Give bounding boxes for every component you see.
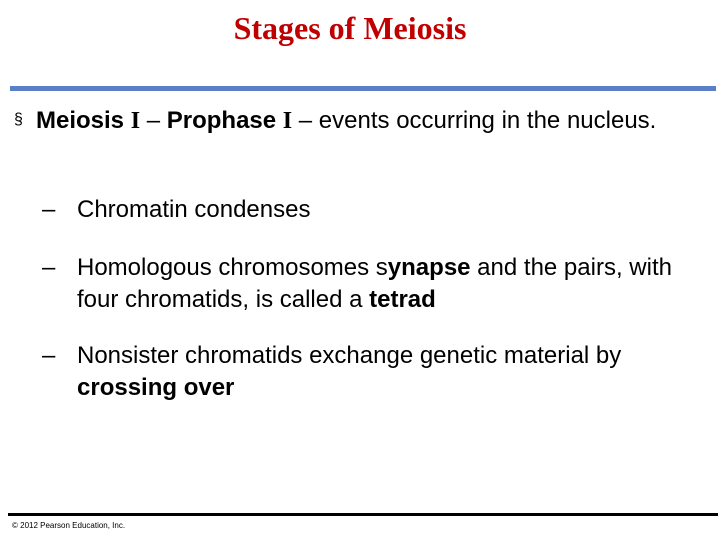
footer-divider xyxy=(8,513,718,516)
dash-separator: – xyxy=(140,107,167,134)
sub-bullet-segment: Nonsister chromatids exchange genetic material by xyxy=(77,342,622,369)
prophase-word: Prophase xyxy=(166,107,283,134)
meiosis-word: Meiosis xyxy=(36,107,131,134)
sub-bullet-segment: Chromatin condenses xyxy=(77,196,311,223)
dash-icon: – xyxy=(42,342,56,369)
copyright-footer: © 2012 Pearson Education, Inc. xyxy=(12,521,126,530)
title-divider xyxy=(10,86,716,91)
numeral-one: I xyxy=(130,108,141,134)
events-description: – events occurring in the nucleus. xyxy=(292,107,657,134)
main-bullet xyxy=(14,104,704,138)
main-bullet-text xyxy=(36,104,704,138)
meiosis-label xyxy=(36,107,140,134)
sub-bullet-text xyxy=(77,194,692,226)
slide-title: Stages of Meiosis xyxy=(233,10,467,46)
sub-bullet-synapse xyxy=(42,252,692,316)
sub-bullet-crossing-over xyxy=(42,340,692,404)
sub-bullet-segment: and the pairs, with four chromatids, is called a xyxy=(77,254,672,313)
sub-bullet-text xyxy=(77,252,692,316)
dash-icon: – xyxy=(42,196,56,223)
prophase-label xyxy=(167,107,292,134)
crossing-over-term: crossing over xyxy=(77,374,235,401)
dash-icon: – xyxy=(42,254,56,281)
synapse-term: ynapse xyxy=(387,254,471,281)
bullet-marker-icon: § xyxy=(14,111,23,128)
tetrad-term: tetrad xyxy=(369,286,436,313)
sub-bullet-chromatin xyxy=(42,194,692,226)
sub-bullet-segment: Homologous chromosomes s xyxy=(77,254,388,281)
numeral-one-second: I xyxy=(282,108,293,134)
sub-bullet-text xyxy=(77,340,692,404)
